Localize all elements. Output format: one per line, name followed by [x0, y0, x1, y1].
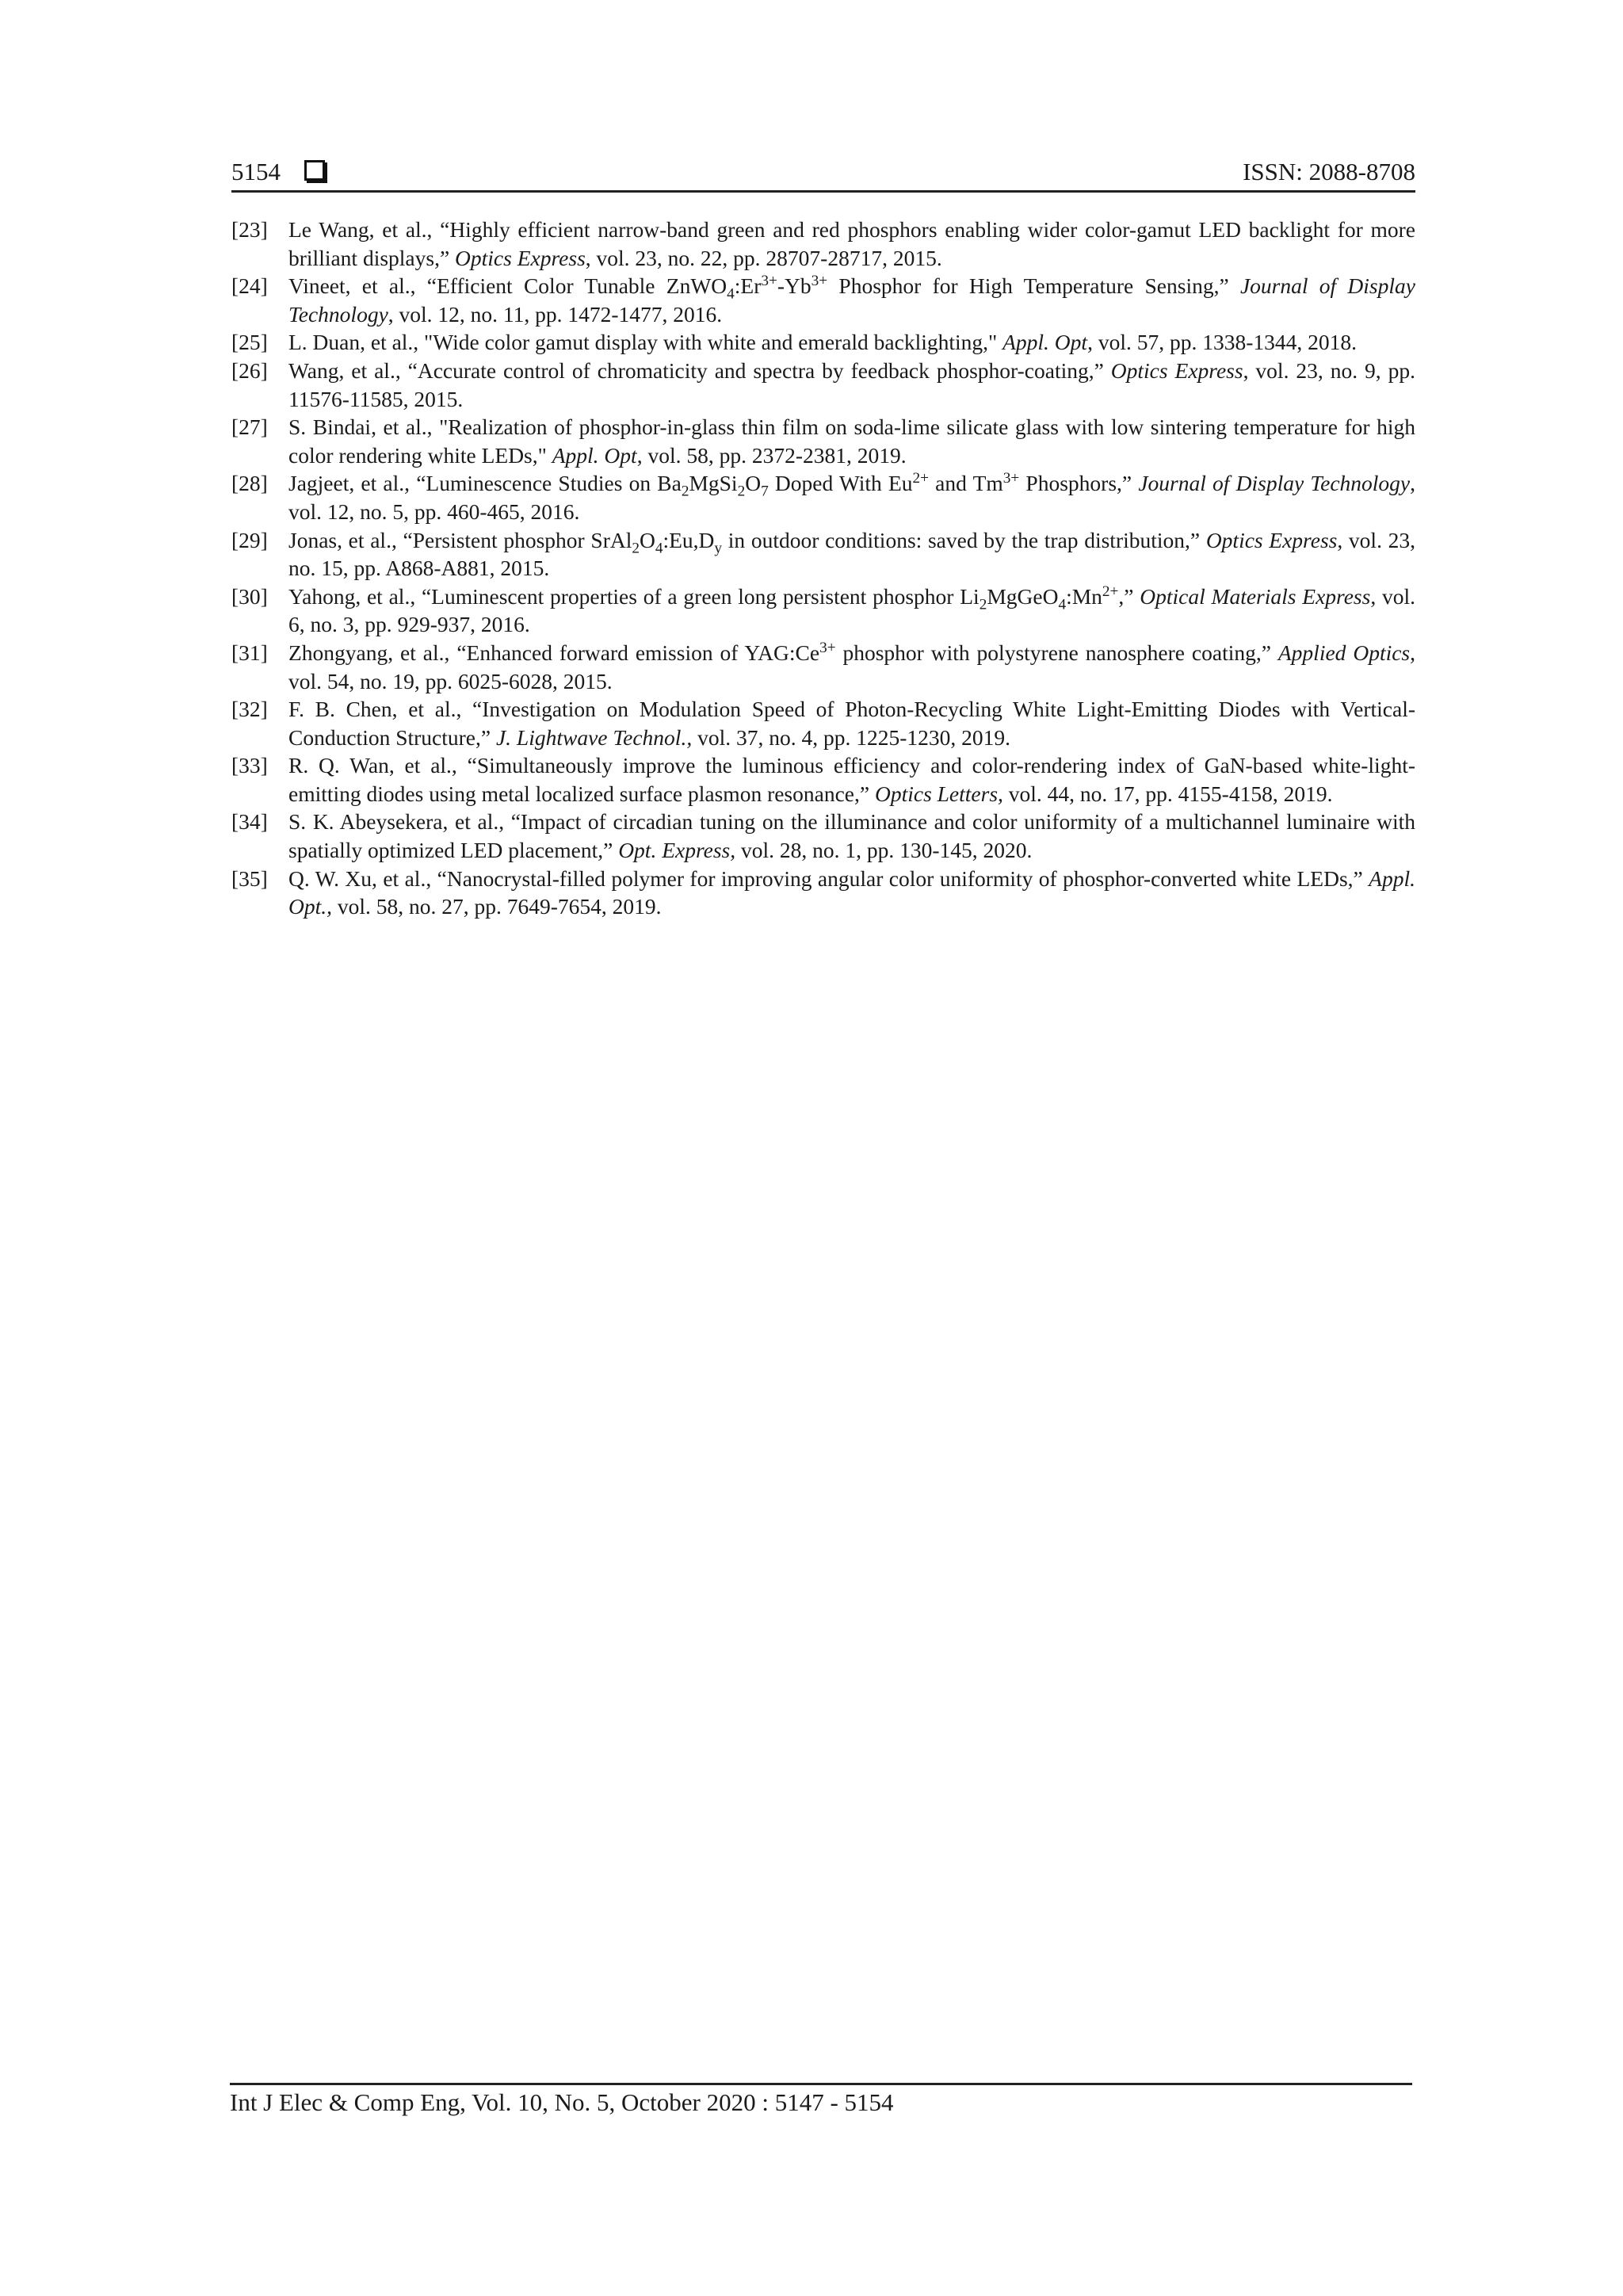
reference-text — [288, 526, 1415, 583]
subscript: 2 — [737, 483, 746, 500]
superscript: 3+ — [1002, 470, 1020, 487]
text-segment: vol. 44, no. 17, pp. 4155-4158, 2019. — [1002, 781, 1333, 806]
journal-name: Journal of Display Technology — [1138, 471, 1411, 496]
text-segment: , vol. 23, no. 22, pp. 28707-28717, 2015. — [585, 245, 942, 270]
text-segment: vol. 58, no. 27, pp. 7649-7654, 2019. — [332, 894, 662, 919]
text-segment: , vol. 54, no. 19, pp. 6025-6028, 2015. — [288, 640, 1416, 693]
text-segment: MgGeO — [987, 583, 1059, 609]
reference-number: [26] — [231, 357, 268, 383]
text-segment: Jagjeet, et al., “Luminescence Studies on Ba — [288, 471, 682, 496]
text-segment: in outdoor conditions: saved by the trap distribution,” — [722, 527, 1206, 552]
reference-item — [231, 526, 1415, 583]
journal-name: Journal of Display Technology — [288, 273, 1415, 327]
reference-text — [288, 808, 1415, 864]
journal-name: Optics Express — [455, 245, 586, 270]
reference-text — [288, 583, 1415, 639]
text-segment: Vineet, et al., “Efficient Color Tunable ZnWO — [288, 273, 727, 299]
superscript: 3+ — [811, 273, 828, 290]
reference-number: [28] — [231, 471, 268, 496]
reference-text — [288, 328, 1415, 357]
text-segment: vol. 37, no. 4, pp. 1225-1230, 2019. — [692, 724, 1011, 750]
subscript: 4 — [727, 285, 735, 303]
journal-name: Applied Optics — [1277, 640, 1411, 665]
text-segment: S. K. Abeysekera, et al., “Impact of circadian tuning on the illuminance and color uniformity of a multichannel luminaire with spatially optimized LED placement,” — [288, 809, 1415, 863]
text-segment: :Mn — [1066, 583, 1102, 609]
journal-name: Appl. Opt — [1002, 330, 1088, 355]
reference-text — [288, 695, 1415, 751]
journal-name: Optics Express — [1205, 527, 1338, 552]
reference-item — [231, 639, 1415, 695]
reference-number: [29] — [231, 527, 268, 552]
text-segment: -Yb — [777, 273, 812, 299]
text-segment: vol. 28, no. 1, pp. 130-145, 2020. — [735, 838, 1033, 863]
superscript: 2+ — [1102, 583, 1119, 600]
reference-item — [231, 357, 1415, 413]
text-segment: , vol. 58, pp. 2372-2381, 2019. — [636, 442, 907, 468]
reference-number: [33] — [231, 753, 268, 778]
reference-number: [34] — [231, 809, 268, 835]
reference-item — [231, 583, 1415, 639]
text-segment: , vol. 12, no. 11, pp. 1472-1477, 2016. — [388, 301, 723, 327]
text-segment: , vol. 23, no. 15, pp. A868-A881, 2015. — [288, 527, 1416, 581]
reference-text — [288, 357, 1415, 413]
text-segment: Phosphors,” — [1019, 471, 1139, 496]
issn: ISSN: 2088-8708 — [1243, 158, 1415, 185]
journal-name: Opt. Express, — [618, 838, 736, 863]
subscript: 4 — [1058, 596, 1067, 613]
reference-text — [288, 751, 1415, 808]
page-number: 5154 — [231, 158, 281, 185]
reference-item — [231, 216, 1415, 272]
journal-name: Appl. Opt., — [288, 865, 1415, 919]
text-segment: R. Q. Wan, et al., “Simultaneously improve the luminous efficiency and color-rendering index of GaN-based white-light-emitting diodes using metal localized surface plasmon resonance,” — [288, 753, 1415, 806]
text-segment: phosphor with polystyrene nanosphere coating,” — [835, 640, 1278, 665]
reference-text — [288, 272, 1415, 328]
subscript: 7 — [761, 483, 769, 500]
text-segment: S. Bindai, et al., "Realization of phosphor-in-glass thin film on soda-lime silicate glass with low sintering temperature for high color rendering white LEDs," — [288, 415, 1415, 468]
reference-number: [31] — [231, 640, 268, 665]
reference-list — [231, 216, 1415, 921]
text-segment: Jonas, et al., “Persistent phosphor SrAl — [288, 527, 632, 552]
text-segment: , vol. 57, pp. 1338-1344, 2018. — [1087, 330, 1357, 355]
journal-name: Appl. Opt — [552, 442, 637, 468]
text-segment: Wang, et al., “Accurate control of chromaticity and spectra by feedback phosphor-coating,” — [288, 357, 1111, 383]
text-segment: Phosphor for High Temperature Sensing,” — [827, 273, 1240, 299]
text-segment: :Er — [734, 273, 762, 299]
text-segment: L. Duan, et al., "Wide color gamut display with white and emerald backlighting," — [288, 330, 1003, 355]
reference-item — [231, 695, 1415, 751]
reference-item — [231, 469, 1415, 525]
reference-number: [30] — [231, 583, 268, 609]
journal-name: Optical Materials Express — [1140, 583, 1371, 609]
reference-number: [24] — [231, 273, 268, 299]
text-segment: , vol. 12, no. 5, pp. 460-465, 2016. — [288, 471, 1415, 524]
reference-text — [288, 469, 1415, 525]
journal-name: Optics Letters, — [874, 781, 1003, 806]
reference-item — [231, 865, 1415, 921]
page-header — [231, 154, 1415, 193]
reference-item — [231, 808, 1415, 864]
reference-item — [231, 413, 1415, 469]
reference-number: [25] — [231, 330, 268, 355]
footer-citation: Int J Elec & Comp Eng, Vol. 10, No. 5, October 2020 : 5147 - 5154 — [230, 2088, 894, 2116]
reference-number: [27] — [231, 415, 268, 440]
reference-item — [231, 272, 1415, 328]
subscript: y — [714, 540, 723, 557]
superscript: 3+ — [819, 639, 836, 656]
journal-name: J. Lightwave Technol., — [495, 724, 693, 750]
superscript: 2+ — [912, 470, 929, 487]
header-left — [231, 158, 325, 186]
text-segment: and Tm — [929, 471, 1003, 496]
text-segment: Doped With Eu — [768, 471, 913, 496]
text-segment: Le Wang, et al., “Highly efficient narrow-band green and red phosphors enabling wider color-gamut LED backlight for more brilliant displays,” — [288, 217, 1415, 270]
reference-item — [231, 328, 1415, 357]
reference-number: [32] — [231, 697, 268, 722]
text-segment: Yahong, et al., “Luminescent properties of a green long persistent phosphor Li — [288, 583, 980, 609]
reference-text — [288, 639, 1415, 695]
text-segment: , vol. 6, no. 3, pp. 929-937, 2016. — [288, 583, 1415, 637]
text-segment: O — [639, 527, 655, 552]
text-segment: ,” — [1118, 583, 1140, 609]
text-segment: Zhongyang, et al., “Enhanced forward emission of YAG:Ce — [288, 640, 820, 665]
text-segment: Q. W. Xu, et al., “Nanocrystal-filled polymer for improving angular color uniformity of phosphor-converted white LEDs,” — [288, 865, 1369, 891]
subscript: 4 — [655, 540, 663, 557]
reference-text — [288, 216, 1415, 272]
subscript: 2 — [632, 540, 640, 557]
text-segment: , vol. 23, no. 9, pp. 11576-11585, 2015. — [288, 357, 1416, 411]
reference-text — [288, 865, 1415, 921]
subscript: 2 — [979, 596, 987, 613]
journal-name: Optics Express — [1110, 357, 1243, 383]
reference-text — [288, 413, 1415, 469]
square-box-icon — [304, 160, 325, 181]
page-footer — [230, 2083, 1412, 2117]
reference-number: [23] — [231, 217, 268, 242]
reference-item — [231, 751, 1415, 808]
text-segment: O — [745, 471, 762, 496]
subscript: 2 — [681, 483, 689, 500]
text-segment: F. B. Chen, et al., “Investigation on Modulation Speed of Photon-Recycling White Light-Emitting Diodes with Vertical-Conduction Structure,” — [288, 697, 1415, 750]
superscript: 3+ — [761, 273, 777, 290]
text-segment: MgSi — [689, 471, 738, 496]
text-segment: :Eu,D — [663, 527, 715, 552]
reference-number: [35] — [231, 865, 268, 891]
